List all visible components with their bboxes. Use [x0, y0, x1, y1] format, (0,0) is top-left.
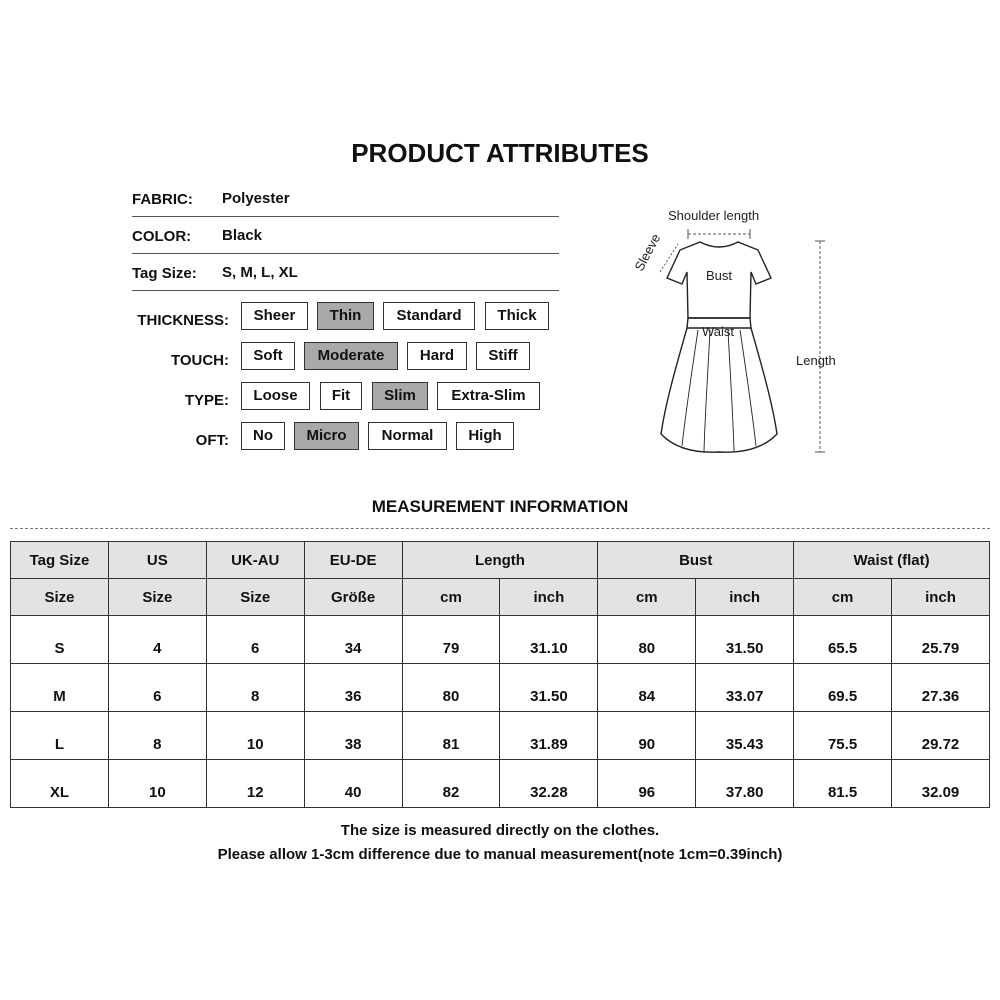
table-cell: 31.50 [696, 616, 794, 664]
table-cell: 31.89 [500, 712, 598, 760]
table-cell: 75.5 [794, 712, 892, 760]
subheader-cell: Size [206, 579, 304, 616]
table-cell: 8 [108, 712, 206, 760]
header-cell: Tag Size [11, 542, 109, 579]
header-cell: US [108, 542, 206, 579]
measurement-table [10, 541, 990, 808]
fabric-value: Polyester [222, 190, 290, 207]
table-row [11, 712, 990, 760]
divider [132, 290, 559, 291]
measurement-note: The size is measured directly on the clothes. [340, 822, 660, 839]
header-cell: EU-DE [304, 542, 402, 579]
tag-size-value: S, M, L, XL [222, 264, 298, 281]
subheader-cell: Größe [304, 579, 402, 616]
oft-option-normal: Normal [368, 422, 447, 450]
divider [132, 253, 559, 254]
table-cell: 4 [108, 616, 206, 664]
table-cell: 6 [206, 616, 304, 664]
table-cell: 82 [402, 760, 500, 808]
table-cell: 32.09 [892, 760, 990, 808]
thickness-option-thick: Thick [485, 302, 549, 330]
subheader-cell: cm [794, 579, 892, 616]
table-cell: 6 [108, 664, 206, 712]
thickness-option-sheer: Sheer [241, 302, 308, 330]
table-cell: 80 [402, 664, 500, 712]
table-cell: 65.5 [794, 616, 892, 664]
type-option-slim: Slim [372, 382, 428, 410]
oft-option-no: No [241, 422, 285, 450]
waist-label: Waist [702, 324, 735, 339]
table-row [11, 760, 990, 808]
type-option-fit: Fit [320, 382, 362, 410]
table-cell: 90 [598, 712, 696, 760]
oft-label: OFT: [195, 432, 229, 449]
sleeve-measure-line [660, 244, 678, 272]
table-cell: 81.5 [794, 760, 892, 808]
tag-size-label: Tag Size: [132, 265, 197, 282]
table-cell: M [11, 664, 109, 712]
subheader-cell: cm [402, 579, 500, 616]
touch-label: TOUCH: [170, 352, 229, 369]
table-header-row [11, 542, 990, 579]
table-row [11, 616, 990, 664]
subheader-cell: cm [598, 579, 696, 616]
thickness-label: THICKNESS: [137, 312, 229, 329]
table-cell: 69.5 [794, 664, 892, 712]
table-cell: 10 [108, 760, 206, 808]
table-cell: 40 [304, 760, 402, 808]
table-cell: 31.10 [500, 616, 598, 664]
table-cell: 34 [304, 616, 402, 664]
touch-option-moderate: Moderate [304, 342, 398, 370]
touch-option-hard: Hard [407, 342, 467, 370]
dashed-divider [10, 528, 990, 529]
shoulder-length-label: Shoulder length [668, 208, 760, 223]
table-cell: 25.79 [892, 616, 990, 664]
type-label: TYPE: [184, 392, 229, 409]
bust-label: Bust [706, 268, 733, 283]
subheader-cell: Size [108, 579, 206, 616]
subheader-cell: inch [500, 579, 598, 616]
dress-diagram [620, 200, 880, 465]
table-cell: 8 [206, 664, 304, 712]
table-cell: 80 [598, 616, 696, 664]
header-cell: Length [402, 542, 598, 579]
table-cell: S [11, 616, 109, 664]
table-cell: 38 [304, 712, 402, 760]
measurement-title: MEASUREMENT INFORMATION [371, 497, 629, 516]
table-cell: 29.72 [892, 712, 990, 760]
table-cell: 31.50 [500, 664, 598, 712]
table-cell: 12 [206, 760, 304, 808]
table-cell: 96 [598, 760, 696, 808]
table-cell: 81 [402, 712, 500, 760]
table-cell: L [11, 712, 109, 760]
table-cell: 32.28 [500, 760, 598, 808]
measurement-disclaimer: Please allow 1-3cm difference due to manual measurement(note 1cm=0.39inch) [217, 846, 783, 863]
sleeve-label: Sleeve [631, 231, 664, 274]
subheader-cell: inch [892, 579, 990, 616]
table-cell: 33.07 [696, 664, 794, 712]
table-cell: 27.36 [892, 664, 990, 712]
header-cell: Bust [598, 542, 794, 579]
thickness-option-thin: Thin [317, 302, 374, 330]
table-subheader-row [11, 579, 990, 616]
subheader-cell: inch [696, 579, 794, 616]
type-option-extra-slim: Extra-Slim [437, 382, 540, 410]
touch-option-stiff: Stiff [476, 342, 530, 370]
table-cell: 35.43 [696, 712, 794, 760]
table-cell: 10 [206, 712, 304, 760]
oft-option-high: High [456, 422, 514, 450]
touch-option-soft: Soft [241, 342, 295, 370]
page-title: PRODUCT ATTRIBUTES [351, 138, 649, 168]
table-cell: 84 [598, 664, 696, 712]
oft-option-micro: Micro [294, 422, 359, 450]
thickness-option-standard: Standard [383, 302, 475, 330]
table-cell: 79 [402, 616, 500, 664]
header-cell: Waist (flat) [794, 542, 990, 579]
header-cell: UK-AU [206, 542, 304, 579]
color-value: Black [222, 227, 263, 244]
table-row [11, 664, 990, 712]
subheader-cell: Size [11, 579, 109, 616]
type-option-loose: Loose [241, 382, 310, 410]
table-cell: XL [11, 760, 109, 808]
color-label: COLOR: [132, 228, 192, 245]
length-label: Length [796, 353, 836, 368]
divider [132, 216, 559, 217]
table-cell: 36 [304, 664, 402, 712]
table-cell: 37.80 [696, 760, 794, 808]
fabric-label: FABRIC: [132, 191, 193, 208]
